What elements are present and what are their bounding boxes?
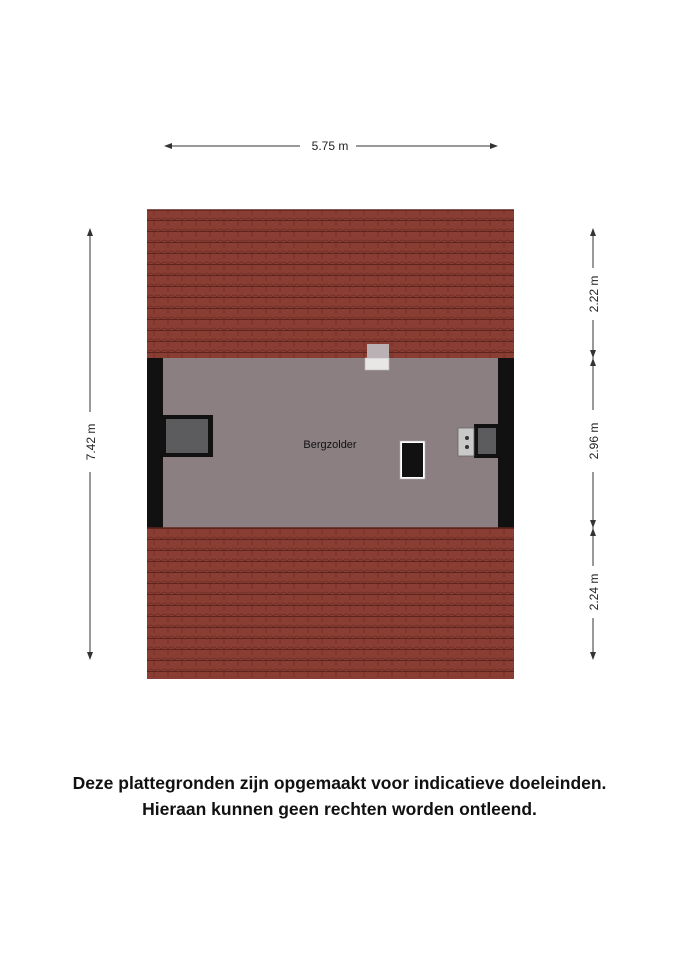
roof-top [147,210,514,358]
roof-bottom [147,528,514,679]
dimension-label-width: 5.75 m [311,139,349,153]
dimension-top-width [164,139,498,153]
disclaimer-line-1: Deze plattegronden zijn opgemaakt voor indicatieve doeleinden. [72,773,607,793]
dimension-right-chain [587,228,601,660]
dormer-window-left [163,415,213,457]
wall-right [498,358,514,528]
room-label: Bergzolder [303,439,357,451]
disclaimer-line-2: Hieraan kunnen geen rechten worden ontleend. [142,799,537,819]
attic-hatch [400,441,425,479]
dormer-window-right [474,424,498,458]
dimension-label-right-bottom: 2.24 m [587,573,601,611]
disclaimer [0,770,679,822]
roof-vent [365,344,389,370]
dimension-label-height: 7.42 m [84,423,98,461]
dimension-label-right-middle: 2.96 m [587,422,601,460]
wall-left [147,358,163,528]
dimension-left-height [84,228,98,660]
dimension-label-right-top: 2.22 m [587,275,601,313]
wall-outlet [458,428,474,456]
